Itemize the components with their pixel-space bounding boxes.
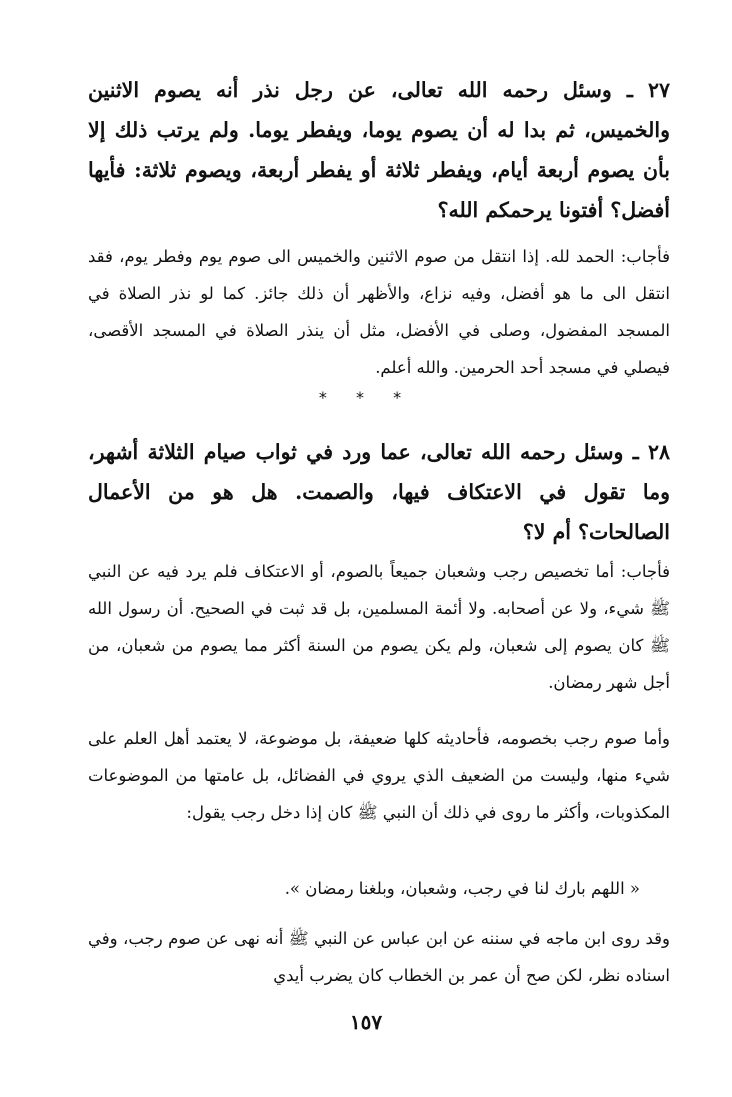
answer-28-text-1: فأجاب: أما تخصيص رجب وشعبان جميعاً بالصوم، أو الاعتكاف فلم يرد فيه عن النبي ﷺ شيء، ولا عن أصحابه. ولا أئمة المسلمين، بل قد ثبت في الصحيح. أن رسول الله ﷺ كان يصوم إلى شعبان، ولم يكن يصوم من السنة أكثر مما يصوم من شعبان، من أجل شهر رمضان.	[88, 562, 670, 692]
question-28	[88, 432, 670, 552]
answer-28-text-2: وأما صوم رجب بخصومه، فأحاديثه كلها ضعيفة، بل موضوعة، لا يعتمد أهل العلم على شيء منها، وليست من الضعيف الذي يروي في الفضائل، بل عامتها من الموضوعات المكذوبات، وأكثر ما روى في ذلك أن النبي ﷺ كان إذا دخل رجب يقول:	[88, 729, 670, 822]
question-27-text: ٢٧ ـ وسئل رحمه الله تعالى، عن رجل نذر أنه يصوم الاثنين والخميس، ثم بدا له أن يصوم يوما، ويفطر يوما. ولم يرتب ذلك إلا بأن يصوم أربعة أيام، ويفطر ثلاثة أو يفطر أربعة، ويصوم ثلاثة: فأيها أفضل؟ أفتونا يرحمكم الله؟	[88, 78, 670, 222]
answer-28-part-1	[88, 553, 670, 701]
question-28-text: ٢٨ ـ وسئل رحمه الله تعالى، عما ورد في ثواب صيام الثلاثة أشهر، وما تقول في الاعتكاف فيها، والصمت. هل هو من الأعمال الصالحات؟ أم لا؟	[88, 440, 670, 544]
hadith-quote-text: « اللهم بارك لنا في رجب، وشعبان، وبلغنا رمضان ».	[284, 879, 640, 898]
hadith-quote	[88, 870, 670, 907]
section-separator: * * *	[318, 388, 414, 407]
page-number: ١٥٧	[349, 1010, 383, 1034]
question-27	[88, 70, 670, 230]
answer-28-part-2	[88, 720, 670, 831]
answer-28-text-3: وقد روى ابن ماجه في سننه عن ابن عباس عن النبي ﷺ أنه نهى عن صوم رجب، وفي اسناده نظر، لكن صح أن عمر بن الخطاب كان يضرب أيدي	[88, 929, 670, 985]
answer-27-text: فأجاب: الحمد لله. إذا انتقل من صوم الاثنين والخميس الى صوم يوم وفطر يوم، فقد انتقل الى ما هو أفضل، وفيه نزاع، والأظهر أن ذلك جائز. كما لو نذر الصلاة في المسجد المفضول، وصلى في الأفضل، مثل أن ينذر الصلاة في المسجد الأقصى، فيصلي في مسجد أحد الحرمين. والله أعلم.	[88, 247, 670, 377]
answer-28-part-3	[88, 920, 670, 994]
answer-27	[88, 238, 670, 386]
